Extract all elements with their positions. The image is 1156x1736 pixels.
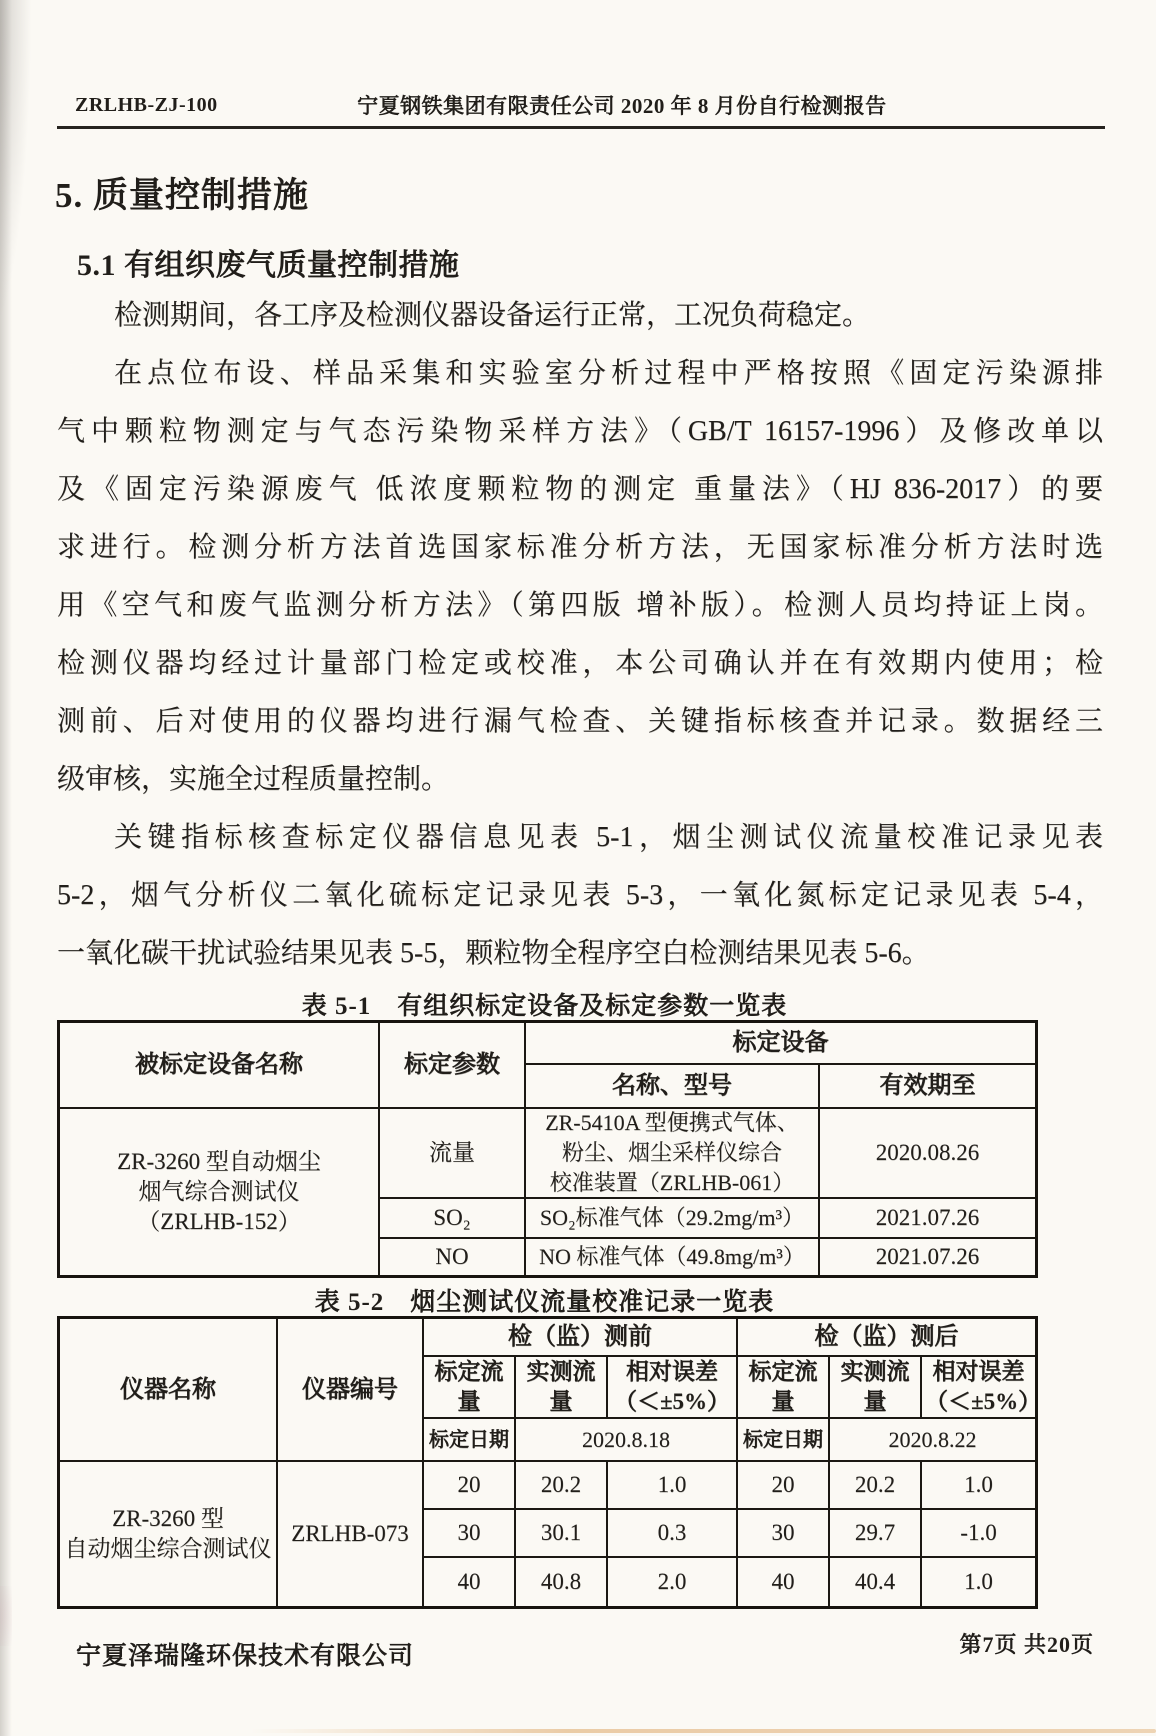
paragraph-line: 求进行。检测分析方法首选国家标准分析方法，无国家标准分析方法时选 (57, 532, 1103, 563)
th-calibration-param: 标定参数 (380, 1023, 526, 1109)
th-calibration-date-before: 标定日期 (424, 1419, 516, 1462)
paragraph-line: 及《固定污染源废气 低浓度颗粒物的测定 重量法》（HJ 836-2017）的要 (57, 474, 1103, 505)
paragraph-line: 在点位布设、样品采集和实验室分析过程中严格按照《固定污染源排 (114, 358, 1103, 389)
cell-value: 20 (738, 1462, 830, 1510)
footer-page-number: 第7页 共20页 (959, 1632, 1094, 1657)
cell-valid-date: 2021.07.26 (820, 1199, 1035, 1239)
th-after-test-group: 检（监）测后 (738, 1319, 1035, 1357)
th-measured-flow-before: 实测流量 (516, 1357, 608, 1419)
cell-value: 40 (738, 1558, 830, 1606)
cell-value: 29.7 (830, 1510, 922, 1558)
th-calibration-date-after: 标定日期 (738, 1419, 830, 1462)
th-instrument-name: 仪器名称 (60, 1319, 278, 1462)
th-standard-flow-after: 标定流量 (738, 1357, 830, 1419)
paragraph-line: 级审核，实施全过程质量控制。 (57, 764, 450, 795)
th-before-test-group: 检（监）测前 (424, 1319, 738, 1357)
scan-artifact-bottom (250, 1729, 1156, 1733)
equipment-name-line: 校准装置（ZRLHB-061） (549, 1170, 795, 1195)
cell-value: 30 (738, 1510, 830, 1558)
cell-calibration-date-before: 2020.8.18 (516, 1419, 738, 1462)
cell-valid-date: 2020.08.26 (820, 1109, 1035, 1199)
section-heading: 5. 质量控制措施 (55, 176, 310, 215)
document-code: ZRLHB-ZJ-100 (75, 93, 218, 116)
paragraph-line: 用《空气和废气监测分析方法》（第四版 增补版）。检测人员均持证上岗。 (57, 590, 1103, 621)
th-relative-error-after: 相对误差（＜±5%） (922, 1357, 1035, 1419)
scan-smudge-top-left (0, 0, 32, 340)
cell-valid-date: 2021.07.26 (875, 1244, 980, 1269)
th-measured-flow-after: 实测流量 (830, 1357, 922, 1419)
th-instrument-no: 仪器编号 (278, 1319, 424, 1462)
cell-value: 20.2 (516, 1462, 608, 1510)
instrument-name-line: ZR-3260 型 (112, 1506, 224, 1531)
cell-value: 20.2 (830, 1462, 922, 1510)
header-rule (57, 126, 1105, 129)
cell-value: 1.0 (922, 1462, 1035, 1510)
paragraph-line: 一氧化碳干扰试验结果见表 5-5，颗粒物全程序空白检测结果见表 5-6。 (57, 938, 930, 969)
cell-value: 40 (424, 1558, 516, 1606)
footer-company: 宁夏泽瑞隆环保技术有限公司 (76, 1643, 415, 1670)
th-device-name: 被标定设备名称 (60, 1023, 380, 1109)
subsection-heading: 5.1 有组织废气质量控制措施 (77, 249, 460, 282)
cell-value: -1.0 (922, 1510, 1035, 1558)
cell-so2-standard-gas: SO₂标准气体（29.2mg/m³） (526, 1199, 820, 1239)
cell-param-flow: 流量 (380, 1109, 526, 1199)
equipment-name-line: ZR-5410A 型便携式气体、 (545, 1110, 799, 1135)
cell-device-name (60, 1109, 380, 1275)
cell-value: 1.0 (608, 1462, 738, 1510)
paragraph-line: 5-2，烟气分析仪二氧化硫标定记录见表 5-3，一氧化氮标定记录见表 5-4， (57, 880, 1103, 911)
cell-value: 20 (424, 1462, 516, 1510)
cell-value: 2.0 (608, 1558, 738, 1606)
body-text (57, 287, 1103, 983)
device-name-line: ZR-3260 型自动烟尘 (117, 1149, 321, 1174)
document-title: 宁夏钢铁集团有限责任公司 2020 年 8 月份自行检测报告 (357, 94, 887, 118)
th-valid-until: 有效期至 (820, 1065, 1035, 1109)
page-header (75, 88, 1096, 122)
calibration-equipment-table (57, 1020, 1038, 1278)
cell-equipment-name (526, 1109, 820, 1199)
scan-smudge-bottom-left (0, 1586, 12, 1646)
paragraph-line: 关键指标核查标定仪器信息见表 5-1，烟尘测试仪流量校准记录见表 (114, 822, 1103, 853)
flow-calibration-table (57, 1316, 1042, 1609)
cell-value: 0.3 (608, 1510, 738, 1558)
device-name-line: （ZRLHB-152） (137, 1209, 301, 1234)
paragraph-line: 测前、后对使用的仪器均进行漏气检查、关键指标核查并记录。数据经三 (57, 706, 1103, 737)
cell-instrument-no: ZRLHB-073 (278, 1462, 424, 1606)
th-name-model: 名称、型号 (526, 1065, 820, 1109)
cell-value: 40.4 (830, 1558, 922, 1606)
cell-value: 30.1 (516, 1510, 608, 1558)
table-5-1-caption: 表 5-1 有组织标定设备及标定参数一览表 (301, 993, 788, 1020)
table-5-2-caption: 表 5-2 烟尘测试仪流量校准记录一览表 (314, 1289, 775, 1316)
cell-value: 1.0 (964, 1569, 993, 1594)
cell-instrument-name (60, 1462, 278, 1606)
th-standard-flow-before: 标定流量 (424, 1357, 516, 1419)
cell-value: 40.8 (516, 1558, 608, 1606)
paragraph-line: 检测期间，各工序及检测仪器设备运行正常，工况负荷稳定。 (114, 300, 871, 331)
paragraph-line: 检测仪器均经过计量部门检定或校准，本公司确认并在有效期内使用；检 (57, 648, 1103, 679)
cell-calibration-date-after: 2020.8.22 (830, 1419, 1035, 1462)
instrument-name-line: 自动烟尘综合测试仪 (64, 1536, 272, 1561)
th-relative-error-before: 相对误差（＜±5%） (608, 1357, 738, 1419)
cell-param-so2: SO₂ (380, 1199, 526, 1239)
device-name-line: 烟气综合测试仪 (138, 1179, 300, 1204)
cell-value: 30 (424, 1510, 516, 1558)
equipment-name-line: 粉尘、烟尘采样仪综合 (561, 1140, 782, 1165)
cell-param-no: NO (380, 1239, 526, 1275)
th-calibration-equipment-group: 标定设备 (526, 1023, 1035, 1065)
cell-no-standard-gas: NO 标准气体（49.8mg/m³） (526, 1239, 820, 1275)
paragraph-line: 气中颗粒物测定与气态污染物采样方法》（GB/T 16157-1996）及修改单以 (57, 416, 1103, 447)
